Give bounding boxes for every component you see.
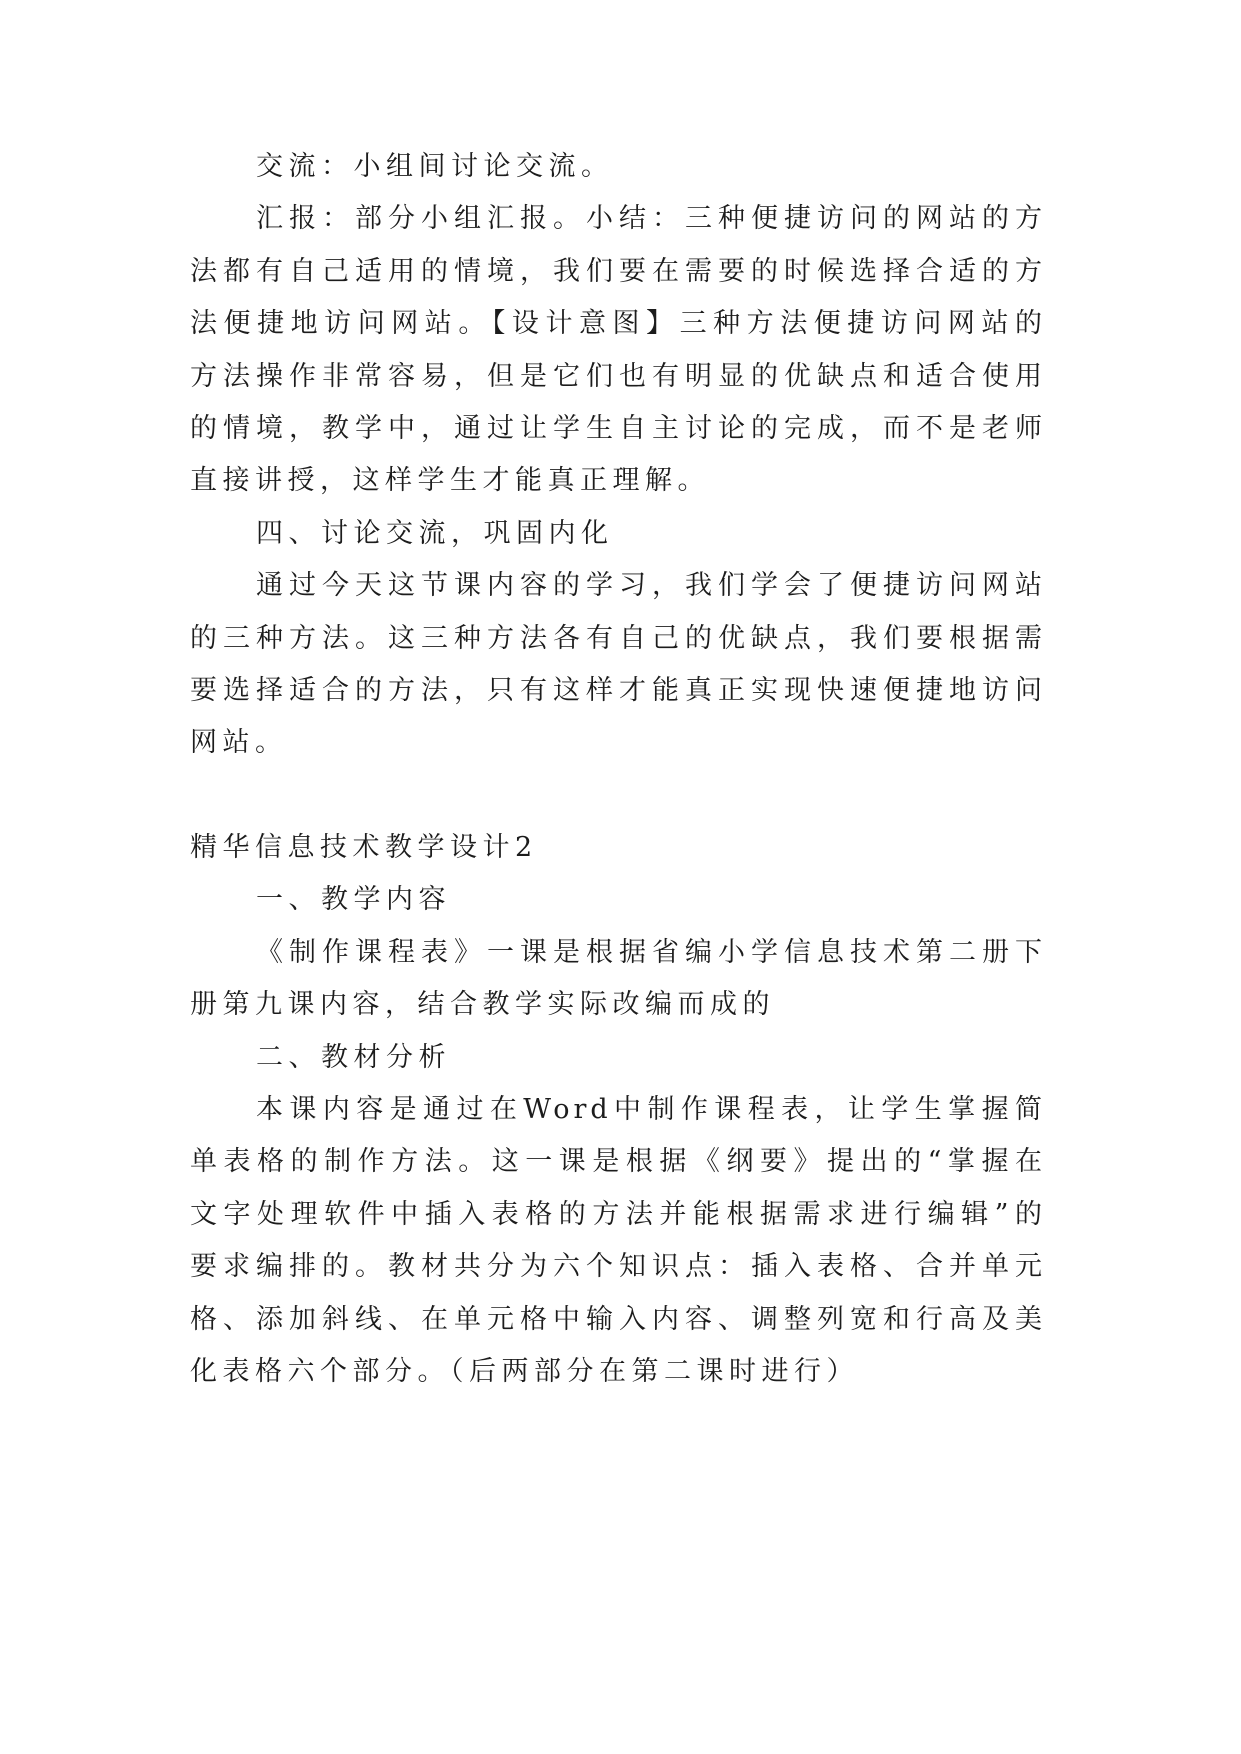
text-line: 要求编排的。教材共分为六个知识点：插入表格、合并单元 (190, 1251, 1046, 1283)
document-body (190, 141, 1046, 1398)
document-section (190, 822, 1046, 1398)
text-line: 化表格六个部分。（后两部分在第二课时进行） (190, 1355, 859, 1387)
paragraph (190, 927, 1046, 1032)
paragraph (190, 141, 1046, 193)
text-line: 册第九课内容，结合教学实际改编而成的 (190, 989, 775, 1021)
document-section (190, 141, 1046, 770)
text-line: 交流：小组间讨论交流。 (256, 151, 614, 182)
text-line: 单表格的制作方法。这一课是根据《纲要》提出的“掌握在 (190, 1146, 1046, 1178)
text-line: 文字处理软件中插入表格的方法并能根据需求进行编辑”的 (190, 1198, 1046, 1230)
text-line: 汇报：部分小组汇报。小结：三种便捷访问的网站的方 (256, 203, 1046, 235)
text-line: 的三种方法。这三种方法各有自己的优缺点，我们要根据需 (190, 622, 1046, 654)
paragraph (190, 874, 1046, 926)
paragraph (190, 560, 1046, 770)
text-line: 要选择适合的方法，只有这样才能真正实现快速便捷地访问 (190, 674, 1046, 706)
paragraph (190, 508, 1046, 560)
text-line: 格、添加斜线、在单元格中输入内容、调整列宽和行高及美 (190, 1303, 1046, 1335)
text-line: 法都有自己适用的情境，我们要在需要的时候选择合适的方 (190, 255, 1046, 287)
section-title: 精华信息技术教学设计2 (190, 832, 538, 864)
paragraph (190, 1084, 1046, 1398)
text-line: 的情境，教学中，通过让学生自主讨论的完成，而不是老师 (190, 412, 1046, 444)
text-line: 方法操作非常容易，但是它们也有明显的优缺点和适合使用 (190, 360, 1046, 392)
text-line: 二、教材分析 (256, 1041, 451, 1073)
text-line: 网站。 (190, 727, 288, 759)
text-line: 一、教学内容 (256, 884, 451, 916)
text-line: 直接讲授，这样学生才能真正理解。 (190, 465, 710, 497)
text-line: 本课内容是通过在Word中制作课程表，让学生掌握简 (256, 1094, 1046, 1126)
text-line: 通过今天这节课内容的学习，我们学会了便捷访问网站 (256, 570, 1046, 602)
text-line: 法便捷地访问网站。【设计意图】三种方法便捷访问网站的 (190, 308, 1046, 340)
text-line: 《制作课程表》一课是根据省编小学信息技术第二册下 (256, 936, 1046, 968)
paragraph (190, 1032, 1046, 1084)
text-line: 四、讨论交流，巩固内化 (256, 517, 614, 549)
paragraph (190, 193, 1046, 507)
